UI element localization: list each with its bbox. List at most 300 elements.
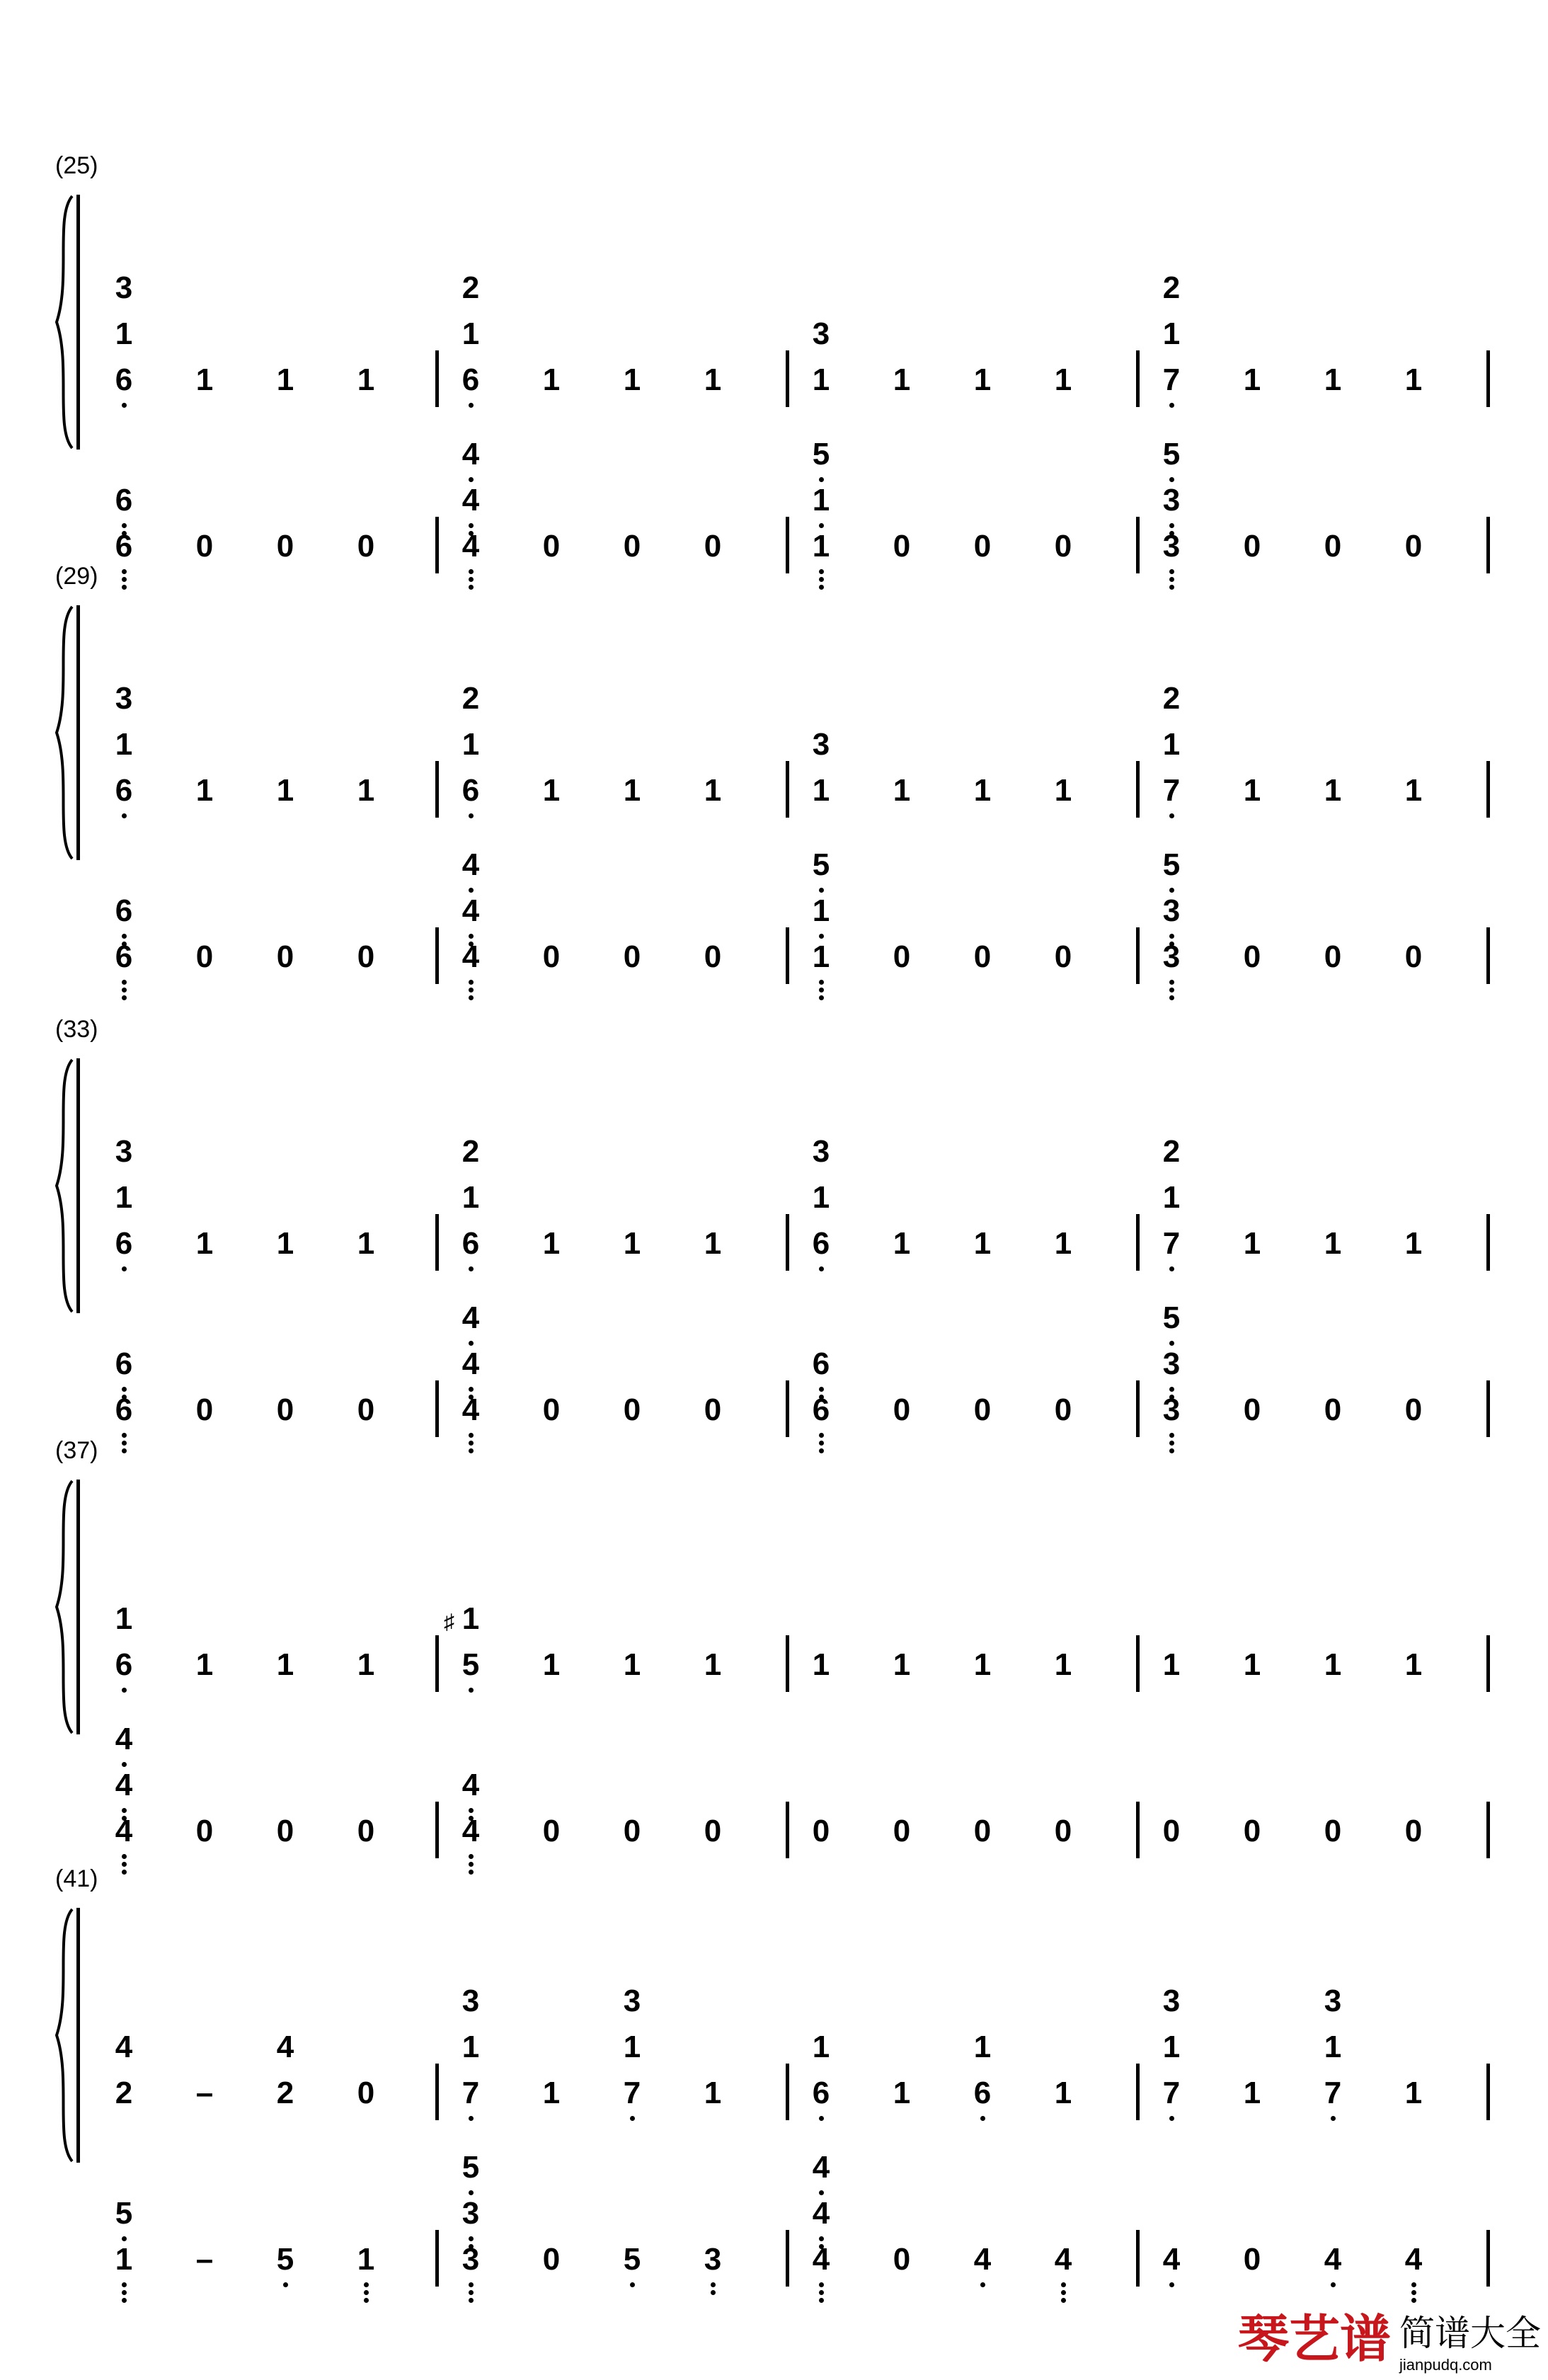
note: 1	[704, 1647, 722, 1682]
note: 6	[115, 893, 133, 928]
note: 6	[115, 773, 133, 808]
note: 3	[461, 1984, 480, 2018]
note: 1	[893, 1226, 911, 1261]
octave-dot	[469, 523, 474, 528]
measure-number: (33)	[55, 1016, 98, 1043]
note: 4	[461, 1392, 480, 1427]
note: 0	[1404, 529, 1423, 563]
note: 1	[1054, 2076, 1072, 2110]
note: 0	[1324, 529, 1342, 563]
note: 7	[1162, 2076, 1181, 2110]
octave-dot	[819, 2298, 824, 2303]
note: 4	[461, 847, 480, 882]
note: 3	[1162, 893, 1181, 928]
barline	[1136, 2064, 1140, 2120]
note: 5	[115, 2196, 133, 2231]
note: 4	[115, 1722, 133, 1756]
barline	[435, 2064, 439, 2120]
octave-dot	[364, 2290, 369, 2295]
note: 0	[357, 529, 375, 563]
note: 3	[115, 681, 133, 716]
note: 3	[1162, 939, 1181, 974]
note: 0	[357, 1814, 375, 1848]
octave-dot	[122, 2282, 127, 2287]
note: 3	[623, 1984, 641, 2018]
note: 1	[1324, 1647, 1342, 1682]
octave-dot	[1169, 1266, 1174, 1271]
measure-number: (37)	[55, 1437, 98, 1464]
note: 2	[461, 270, 480, 305]
note: 6	[461, 1226, 480, 1261]
note: 1	[115, 316, 133, 351]
brace-icon	[51, 605, 79, 860]
note: 1	[357, 2242, 375, 2277]
octave-dot	[819, 2190, 824, 2195]
note: 4	[812, 2150, 830, 2185]
octave-dot	[1169, 888, 1174, 893]
note: 7	[1162, 362, 1181, 397]
note: 0	[542, 2242, 561, 2277]
note: 6	[115, 1647, 133, 1682]
note: 6	[115, 483, 133, 517]
brace-icon	[51, 1058, 79, 1313]
note: 3	[1162, 483, 1181, 517]
octave-dot	[1169, 523, 1174, 528]
note: 5	[1162, 437, 1181, 471]
octave-dot	[819, 934, 824, 939]
note: 1	[461, 727, 480, 762]
octave-dot	[122, 988, 127, 992]
note: 0	[1243, 939, 1261, 974]
note: 3	[812, 316, 830, 351]
note: 0	[893, 1392, 911, 1427]
note: 1	[115, 2242, 133, 2277]
octave-dot	[122, 523, 127, 528]
barline	[786, 761, 789, 818]
note: –	[195, 2076, 214, 2110]
note: 1	[623, 1647, 641, 1682]
note: 0	[542, 939, 561, 974]
note: 3	[1162, 529, 1181, 563]
barline	[76, 1480, 80, 1734]
note: 1	[357, 362, 375, 397]
octave-dot	[819, 995, 824, 1000]
note: 4	[1054, 2242, 1072, 2277]
brace-icon	[51, 195, 79, 450]
octave-dot	[1169, 980, 1174, 985]
octave-dot	[364, 2298, 369, 2303]
octave-dot	[1061, 2282, 1066, 2287]
note: 4	[812, 2196, 830, 2231]
note: 1	[1404, 773, 1423, 808]
octave-dot	[364, 2282, 369, 2287]
note: 1	[542, 1647, 561, 1682]
sharp-sign: ♯	[444, 1610, 454, 1634]
note: 3	[461, 2242, 480, 2277]
barline	[435, 2230, 439, 2287]
note: 0	[1054, 1814, 1072, 1848]
barline	[786, 2064, 789, 2120]
octave-dot	[469, 2290, 474, 2295]
note: 0	[1243, 529, 1261, 563]
note: 3	[1162, 1392, 1181, 1427]
note: 4	[115, 2030, 133, 2064]
note: 0	[623, 1814, 641, 1848]
note: 0	[195, 1814, 214, 1848]
note: 5	[623, 2242, 641, 2277]
octave-dot	[819, 2282, 824, 2287]
note: 6	[812, 1226, 830, 1261]
note: 0	[704, 1392, 722, 1427]
octave-dot	[469, 1688, 474, 1693]
note: 5	[812, 847, 830, 882]
note: 0	[195, 939, 214, 974]
note: 0	[973, 939, 992, 974]
octave-dot	[819, 2290, 824, 2295]
note: 1	[542, 1226, 561, 1261]
note: 1	[704, 2076, 722, 2110]
note: 0	[1324, 1392, 1342, 1427]
note: 1	[1243, 1647, 1261, 1682]
barline	[1136, 1214, 1140, 1271]
note: 0	[1324, 1814, 1342, 1848]
note: 0	[812, 1814, 830, 1848]
note: 1	[1054, 362, 1072, 397]
barline	[1486, 1802, 1490, 1858]
note: 1	[973, 1226, 992, 1261]
octave-dot	[630, 2116, 635, 2121]
barline	[435, 1214, 439, 1271]
logo-mark: 琴艺谱	[1237, 2311, 1391, 2368]
octave-dot	[630, 2282, 635, 2287]
note: 2	[1162, 270, 1181, 305]
note: 6	[115, 529, 133, 563]
note: 1	[1243, 773, 1261, 808]
octave-dot	[469, 2298, 474, 2303]
note: 1	[812, 362, 830, 397]
barline	[1486, 1635, 1490, 1692]
note: 0	[1404, 1392, 1423, 1427]
note: 1	[893, 362, 911, 397]
barline	[1136, 350, 1140, 407]
note: 1	[357, 1647, 375, 1682]
note: 1	[1243, 362, 1261, 397]
note: 0	[704, 529, 722, 563]
octave-dot	[1169, 988, 1174, 992]
note: 0	[195, 1392, 214, 1427]
note: 1	[1404, 1647, 1423, 1682]
octave-dot	[980, 2282, 985, 2287]
octave-dot	[819, 2236, 824, 2241]
octave-dot	[819, 1387, 824, 1392]
note: 1	[812, 773, 830, 808]
note: 1	[195, 1647, 214, 1682]
note: 1	[812, 529, 830, 563]
note: 6	[461, 773, 480, 808]
barline	[1486, 2230, 1490, 2287]
brace-icon	[51, 1908, 79, 2163]
note: 4	[1324, 2242, 1342, 2277]
note: 0	[1404, 939, 1423, 974]
note: 1	[704, 1226, 722, 1261]
note: 1	[893, 2076, 911, 2110]
octave-dot	[469, 2116, 474, 2121]
note: 1	[195, 362, 214, 397]
note: 4	[1404, 2242, 1423, 2277]
note: 3	[812, 727, 830, 762]
note: 1	[623, 773, 641, 808]
note: 5	[812, 437, 830, 471]
system	[0, 552, 1548, 974]
barline	[786, 927, 789, 984]
barline	[1136, 761, 1140, 818]
note: 6	[812, 2076, 830, 2110]
note: 4	[461, 1346, 480, 1381]
note: 0	[893, 529, 911, 563]
octave-dot	[819, 2116, 824, 2121]
note: 0	[973, 529, 992, 563]
note: 1	[461, 2030, 480, 2064]
note: 3	[1324, 1984, 1342, 2018]
octave-dot	[1411, 2282, 1416, 2287]
note: 6	[115, 939, 133, 974]
note: 1	[1404, 2076, 1423, 2110]
note: 0	[1324, 939, 1342, 974]
barline	[1136, 1635, 1140, 1692]
note: 1	[542, 2076, 561, 2110]
note: 3	[115, 270, 133, 305]
octave-dot	[469, 1387, 474, 1392]
note: –	[195, 2242, 214, 2277]
octave-dot	[1169, 2116, 1174, 2121]
site-logo	[1238, 2305, 1541, 2374]
note: 3	[115, 1134, 133, 1169]
octave-dot	[122, 813, 127, 818]
system	[0, 1855, 1548, 2277]
octave-dot	[819, 980, 824, 985]
note: 0	[1404, 1814, 1423, 1848]
note: 1	[1324, 1226, 1342, 1261]
octave-dot	[122, 2290, 127, 2295]
note: 1	[1054, 1647, 1072, 1682]
note: 0	[704, 939, 722, 974]
octave-dot	[1061, 2290, 1066, 2295]
note: 1	[1243, 2076, 1261, 2110]
note: 1	[461, 1180, 480, 1215]
note: 5	[461, 2150, 480, 2185]
octave-dot	[122, 1266, 127, 1271]
note: 4	[461, 893, 480, 928]
octave-dot	[122, 2298, 127, 2303]
note: 0	[973, 1814, 992, 1848]
octave-dot	[469, 1808, 474, 1813]
note: 4	[812, 2242, 830, 2277]
note: 1	[357, 773, 375, 808]
barline	[1486, 1214, 1490, 1271]
octave-dot	[469, 988, 474, 992]
note: 7	[1162, 773, 1181, 808]
note: 1	[1162, 316, 1181, 351]
barline	[1136, 927, 1140, 984]
note: 0	[357, 1392, 375, 1427]
octave-dot	[469, 1341, 474, 1346]
note: 1	[1162, 2030, 1181, 2064]
note: 0	[276, 1392, 294, 1427]
note: 1	[1324, 773, 1342, 808]
barline	[1136, 1802, 1140, 1858]
note: 0	[1054, 1392, 1072, 1427]
octave-dot	[711, 2282, 716, 2287]
note: 5	[276, 2242, 294, 2277]
note: 2	[461, 681, 480, 716]
note: 0	[1243, 1814, 1261, 1848]
octave-dot	[469, 1266, 474, 1271]
octave-dot	[1169, 1387, 1174, 1392]
note: 6	[115, 1226, 133, 1261]
octave-dot	[122, 1762, 127, 1767]
octave-dot	[1169, 2282, 1174, 2287]
note: 1	[1162, 1647, 1181, 1682]
note: 4	[115, 1768, 133, 1802]
octave-dot	[980, 2116, 985, 2121]
logo-url: jianpudq.com	[1399, 2356, 1492, 2374]
octave-dot	[122, 403, 127, 408]
note: 6	[115, 1392, 133, 1427]
note: 0	[195, 529, 214, 563]
note: 2	[276, 2076, 294, 2110]
note: 1	[115, 1601, 133, 1636]
note: 2	[115, 2076, 133, 2110]
octave-dot	[1169, 477, 1174, 482]
note: 1	[812, 483, 830, 517]
note: 0	[1243, 2242, 1261, 2277]
note: 0	[893, 1814, 911, 1848]
octave-dot	[819, 988, 824, 992]
system	[0, 1005, 1548, 1427]
note: 0	[623, 1392, 641, 1427]
note: 7	[1324, 2076, 1342, 2110]
note: 3	[1162, 1346, 1181, 1381]
note: 1	[704, 773, 722, 808]
note: 4	[276, 2030, 294, 2064]
note: 0	[1243, 1392, 1261, 1427]
octave-dot	[1331, 2282, 1336, 2287]
note: 2	[1162, 681, 1181, 716]
note: 1	[276, 1647, 294, 1682]
octave-dot	[469, 403, 474, 408]
note: 7	[623, 2076, 641, 2110]
note: 0	[357, 939, 375, 974]
note: 0	[973, 1392, 992, 1427]
note: 1	[1324, 362, 1342, 397]
note: 1	[812, 893, 830, 928]
note: 1	[1404, 1226, 1423, 1261]
note: 5	[461, 1647, 480, 1682]
note: 1	[1054, 1226, 1072, 1261]
note: 1	[812, 2030, 830, 2064]
barline	[786, 1214, 789, 1271]
note: 0	[542, 1392, 561, 1427]
note: 1	[461, 316, 480, 351]
note: 0	[1054, 939, 1072, 974]
octave-dot	[122, 995, 127, 1000]
octave-dot	[122, 934, 127, 939]
system	[0, 1426, 1548, 1848]
octave-dot	[122, 1387, 127, 1392]
note: 1	[542, 362, 561, 397]
note: 0	[704, 1814, 722, 1848]
note: 1	[812, 939, 830, 974]
octave-dot	[1169, 403, 1174, 408]
note: 1	[1162, 1180, 1181, 1215]
note: 1	[973, 2030, 992, 2064]
note: 4	[973, 2242, 992, 2277]
note: 4	[461, 1768, 480, 1802]
octave-dot	[1169, 1341, 1174, 1346]
note: 1	[623, 1226, 641, 1261]
note: 0	[893, 939, 911, 974]
measure-number: (41)	[55, 1865, 98, 1892]
octave-dot	[469, 934, 474, 939]
octave-dot	[711, 2290, 716, 2295]
note: 1	[276, 1226, 294, 1261]
octave-dot	[122, 1688, 127, 1693]
note: 0	[623, 529, 641, 563]
octave-dot	[122, 980, 127, 985]
octave-dot	[1169, 995, 1174, 1000]
octave-dot	[469, 2190, 474, 2195]
note: 1	[1404, 362, 1423, 397]
note: 1	[893, 773, 911, 808]
barline	[76, 195, 80, 450]
note: 1	[1162, 727, 1181, 762]
octave-dot	[819, 523, 824, 528]
note: 0	[893, 2242, 911, 2277]
logo-site-name: 简谱大全	[1399, 2313, 1541, 2353]
octave-dot	[1169, 813, 1174, 818]
barline	[786, 1635, 789, 1692]
note: 0	[542, 529, 561, 563]
octave-dot	[469, 477, 474, 482]
octave-dot	[819, 477, 824, 482]
octave-dot	[1411, 2298, 1416, 2303]
octave-dot	[469, 980, 474, 985]
octave-dot	[122, 1808, 127, 1813]
note: 4	[461, 529, 480, 563]
note: 0	[276, 939, 294, 974]
note: 6	[115, 1346, 133, 1381]
octave-dot	[1061, 2298, 1066, 2303]
barline	[1486, 2064, 1490, 2120]
note: 4	[461, 437, 480, 471]
barline	[786, 350, 789, 407]
note: 0	[276, 529, 294, 563]
barline	[1486, 761, 1490, 818]
brace-icon	[51, 1480, 79, 1734]
note: 3	[812, 1134, 830, 1169]
note: 5	[1162, 847, 1181, 882]
barline	[76, 1908, 80, 2163]
note: 1	[623, 362, 641, 397]
octave-dot	[819, 1266, 824, 1271]
note: 0	[623, 939, 641, 974]
note: 0	[1054, 529, 1072, 563]
octave-dot	[122, 2236, 127, 2241]
note: 5	[1162, 1300, 1181, 1335]
note: 0	[542, 1814, 561, 1848]
note: 1	[276, 773, 294, 808]
note: 7	[1162, 1226, 1181, 1261]
